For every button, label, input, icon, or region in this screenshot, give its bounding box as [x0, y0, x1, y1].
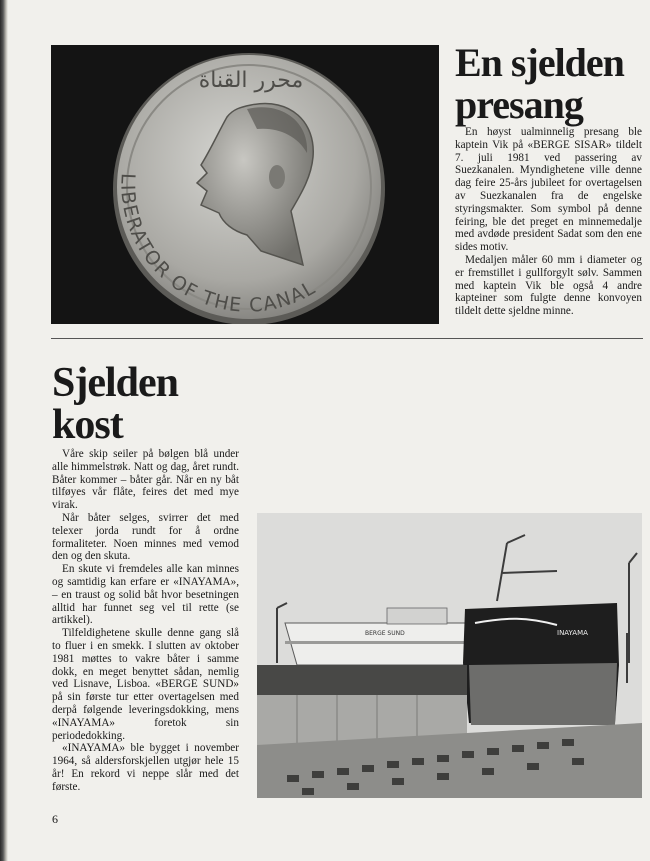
paragraph: Tilfeldighetene skulle denne gang slå to fluer i en smekk. I slutten av oktober 1981 møttes to vakre båter i samme dokk, en meget benyttet sådan, nemlig ved Lisnave, Lisboa. «BERGE SUND» på sin første tur etter overtagelsen med derpå følgende leveringsdokking, mens «INAYAMA» foretok sin periodedokking. [52, 627, 239, 742]
article1-title-line2: presang [455, 82, 583, 127]
paragraph: Våre skip seiler på bølgen blå under alle himmelstrøk. Natt og dag, året rundt. Båter kommer – båter går. Når en ny båt tilføyes vår flåte, feires det med mye virak. [52, 448, 239, 512]
paragraph: En høyst ualminnelig presang ble kaptein Vik på «BERGE SISAR» tildelt 7. juli 1981 ved passering av Suezkanalen. Myndighetene ville denne dag feire 25-års jubileet for overtagelsen av Suezkanalen fra de engelske styringsmakter. Som symbol på denne feiring, ble det preget en minnemedalje med avdøde president Sadat som den ene sides motiv. [455, 126, 642, 254]
article2-title-line2: kost [52, 402, 123, 448]
article2-title [52, 362, 252, 446]
svg-text:LIBERATOR OF THE CANAL: LIBERATOR OF THE CANAL [116, 172, 320, 317]
berge-sund-hull-name: BERGE SUND [365, 630, 405, 637]
article2-body [52, 448, 239, 794]
article1-title-line1: En sjelden [455, 40, 624, 85]
inayama-hull-name: INAYAMA [557, 629, 588, 637]
article1-body [455, 126, 642, 318]
svg-text:محرر القناة: محرر القناة [198, 68, 304, 93]
drydock-photo [257, 513, 642, 798]
paragraph: Medaljen måler 60 mm i diameter og er fremstillet i gullforgylt sølv. Sammen med kaptein Vik ble også 4 andre kapteiner som fulgte denne konvoyen tildelt dette sjeldne minne. [455, 253, 642, 318]
paragraph: Når båter selges, svirrer det med telexer jorda rundt for å ordne formaliteter. Noen minnes med vemod den og den skuta. [52, 511, 239, 563]
medal-photo [51, 45, 439, 324]
article1-title [455, 42, 650, 126]
paragraph: «INAYAMA» ble bygget i november 1964, så aldersforskjellen utgjør hele 15 år! En rekord vi neppe slår med det første. [52, 742, 239, 793]
article2-title-line1: Sjelden [52, 360, 179, 406]
page-number: 6 [52, 812, 58, 826]
binding-edge [0, 0, 8, 861]
section-divider [51, 338, 643, 339]
paragraph: En skute vi fremdeles alle kan minnes og samtidig kan erfare er «INAYAMA», – en traust og solid båt hvor besetningen alltid har funnet seg vel til rette (se artikkel). [52, 563, 239, 627]
